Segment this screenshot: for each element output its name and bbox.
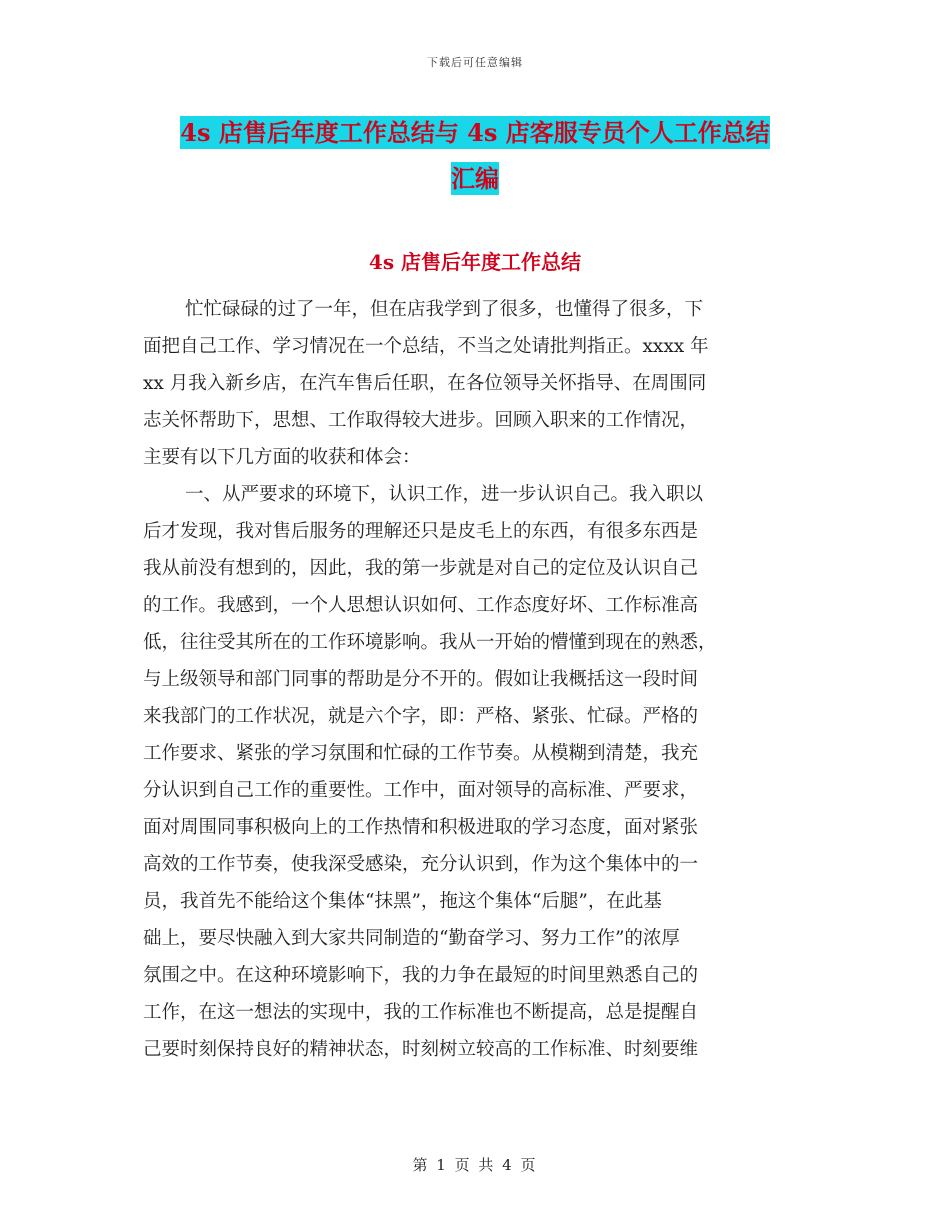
section-title: 4s 店售后年度工作总结	[368, 250, 582, 274]
paragraph-line: 员，我首先不能给这个集体“抹黑”，拖这个集体“后腿”，在此基	[143, 891, 662, 912]
paragraph-line: 面对周围同事积极向上的工作热情和积极进取的学习态度，面对紧张	[143, 817, 699, 838]
paragraph-line: 志关怀帮助下，思想、工作取得较大进步。回顾入职来的工作情况，	[143, 410, 699, 431]
paragraph-line: 与上级领导和部门同事的帮助是分不开的。假如让我概括这一段时间	[143, 669, 699, 690]
paragraph-line: 面把自己工作、学习情况在一个总结，不当之处请批判指正。xxxx 年	[143, 336, 709, 357]
paragraph-line: 分认识到自己工作的重要性。工作中，面对领导的高标准、严要求，	[143, 780, 699, 801]
paragraph-line: 工作要求、紧张的学习氛围和忙碌的工作节奏。从模糊到清楚，我充	[143, 743, 699, 764]
page-footer: 第 1 页 共 4 页	[412, 1156, 538, 1174]
paragraph-line: 我从前没有想到的，因此，我的第一步就是对自己的定位及认识自己	[143, 558, 699, 579]
paragraph-line: 来我部门的工作状况，就是六个字，即：严格、紧张、忙碌。严格的	[143, 706, 699, 727]
page-header-note: 下载后可任意编辑	[427, 56, 523, 69]
paragraph-line: 工作，在这一想法的实现中，我的工作标准也不断提高，总是提醒自	[143, 1002, 699, 1023]
document-title-line1: 4s 店售后年度工作总结与 4s 店客服专员个人工作总结	[180, 118, 770, 147]
paragraph-line: 后才发现，我对售后服务的理解还只是皮毛上的东西，有很多东西是	[143, 521, 699, 542]
paragraph-line: 低，往往受其所在的工作环境影响。我从一开始的懵懂到现在的熟悉，	[143, 632, 717, 653]
paragraph-line: xx 月我入新乡店，在汽车售后任职，在各位领导关怀指导、在周围同	[143, 373, 707, 394]
paragraph-line: 一、从严要求的环境下，认识工作，进一步认识自己。我入职以	[185, 484, 704, 505]
paragraph-line: 的工作。我感到，一个人思想认识如何、工作态度好坏、工作标准高	[143, 595, 699, 616]
paragraph-line: 己要时刻保持良好的精神状态，时刻树立较高的工作标准、时刻要维	[143, 1039, 699, 1060]
paragraph-line: 忙忙碌碌的过了一年，但在店我学到了很多，也懂得了很多，下	[185, 299, 704, 320]
paragraph-line: 高效的工作节奏，使我深受感染，充分认识到，作为这个集体中的一	[143, 854, 699, 875]
document-title-line2: 汇编	[451, 164, 499, 193]
paragraph-line: 础上，要尽快融入到大家共同制造的“勤奋学习、努力工作”的浓厚	[143, 928, 680, 949]
document-title	[0, 110, 950, 202]
body-text	[143, 291, 808, 1068]
paragraph-line: 氛围之中。在这种环境影响下，我的力争在最短的时间里熟悉自己的	[143, 965, 699, 986]
paragraph-line: 主要有以下几方面的收获和体会：	[143, 447, 421, 468]
